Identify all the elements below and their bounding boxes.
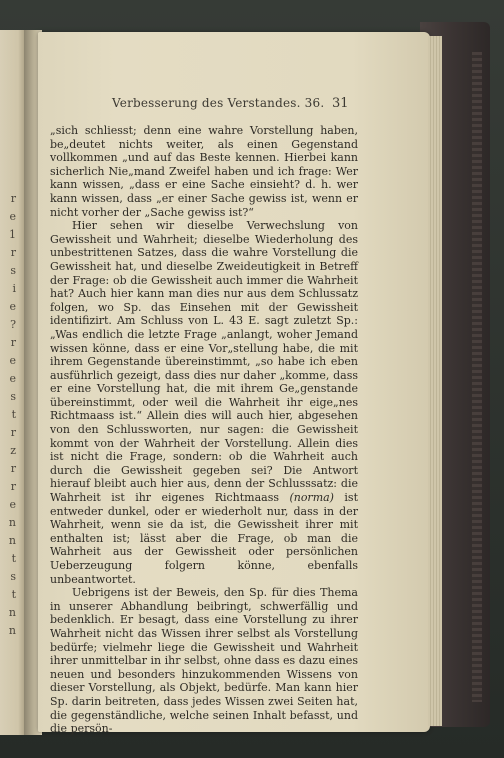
left-glyph: e xyxy=(9,354,16,367)
left-glyph: e xyxy=(9,300,16,313)
page-body xyxy=(50,124,358,736)
left-glyph: i xyxy=(12,282,16,295)
left-glyph: e xyxy=(9,210,16,223)
left-glyph: n xyxy=(8,606,16,619)
left-glyph: z xyxy=(10,444,16,457)
left-glyph: n xyxy=(8,516,16,529)
left-glyph: r xyxy=(10,462,16,475)
page-edges xyxy=(428,36,442,726)
left-glyph: s xyxy=(10,570,16,583)
left-glyph: n xyxy=(8,624,16,637)
left-glyph: t xyxy=(11,408,16,421)
left-glyph: t xyxy=(11,588,16,601)
left-page-edge xyxy=(0,30,26,735)
left-glyph: r xyxy=(10,336,16,349)
left-glyph: 1 xyxy=(9,228,16,241)
left-glyph: e xyxy=(9,372,16,385)
left-glyph: r xyxy=(10,480,16,493)
left-glyph: r xyxy=(10,426,16,439)
left-glyph: t xyxy=(11,552,16,565)
paragraph-2-continuation: ist entweder dunkel, oder er wiederholt nur, dass in der Wahrheit, wenn sie da ist, die Gewissheit ihrer mit enthalten ist; lässt aber die Frage, ob man die Wahrheit aus der Gewissheit oder persönlichen Ueberzeugung folgern könne, ebenfalls unbeantwortet. xyxy=(50,491,358,586)
left-glyph: ? xyxy=(10,318,16,331)
left-glyph: r xyxy=(10,192,16,205)
left-glyph: r xyxy=(10,246,16,259)
left-page-text-fragments xyxy=(2,190,16,640)
left-glyph: e xyxy=(9,498,16,511)
page-number: 31 xyxy=(332,96,349,111)
left-glyph: s xyxy=(10,390,16,403)
running-header: Verbesserung des Verstandes. 36. xyxy=(112,96,325,110)
paragraph-2 xyxy=(50,219,358,586)
left-glyph: s xyxy=(10,264,16,277)
paragraph-3: Uebrigens ist der Beweis, den Sp. für dies Thema in unserer Abhandlung beibringt, schwerfällig und bedenklich. Er besagt, dass eine Vorstellung zu ihrer Wahrheit nicht das Wissen ihrer selbst als Vorstellung bedürfe; vielmehr liege die Gewissheit und Wahrheit ihrer unmittelbar in ihr selbst, ohne dass es dazu eines neuen und besonders hinzukommenden Wissens von dieser Vorstellung, als Objekt, bedürfe. Man kann hier Sp. darin beitreten, dass jedes Wissen zwei Seiten hat, die gegenständliche, welche seinen Inhalt befasst, und die persön- xyxy=(50,586,358,736)
norma-term: (norma) xyxy=(289,491,334,505)
left-glyph: n xyxy=(8,534,16,547)
paragraph-1: „sich schliesst; denn eine wahre Vorstellung haben, be„deutet nichts weiter, als einen Gegenstand vollkommen „und auf das Beste kennen. Hierbei kann sicherlich Nie„mand Zweifel haben und ich frage: Wer kann wissen, „dass er eine Sache einsieht? d. h. wer kann wissen, dass „er einer Sache gewiss ist, wenn er nicht vorher der „Sache gewiss ist?“ xyxy=(50,124,358,219)
paragraph-2-text: Hier sehen wir dieselbe Verwechslung von Gewissheit und Wahrheit; dieselbe Wiederholung des unbestrittenen Satzes, dass die wahre Vorstellung die Gewissheit hat, und dieselbe Zweideutigkeit in Betreff der Frage: ob die Gewissheit auch immer die Wahrheit hat? Auch hier kann man dies nur aus dem Schlussatz folgen, wo Sp. das Einsehen mit der Gewissheit identifizirt. Am Schluss von L. 43 E. sagt zuletzt Sp.: „Was endlich die letzte Frage „anlangt, woher Jemand wissen könne, dass er eine Vor„stellung habe, die mit ihrem Gegenstande übereinstimmt, „so habe ich eben ausführlich gezeigt, dass dies nur daher „komme, dass er eine Vorstellung hat, die mit ihrem Ge„genstande übereinstimmt, oder weil die Wahrheit ihr eige„nes Richtmaass ist.“ Allein dies will auch hier, abgesehen von den Schlussworten, nur sagen: die Gewissheit kommt von der Wahrheit der Vorstellung. Allein dies ist nicht die Frage, sondern: ob die Wahrheit auch durch die Gewissheit gegeben sei? Die Antwort hierauf bleibt auch hier aus, denn der Schlusssatz: die Wahrheit ist ihr eigenes Richtmaass xyxy=(50,219,358,505)
